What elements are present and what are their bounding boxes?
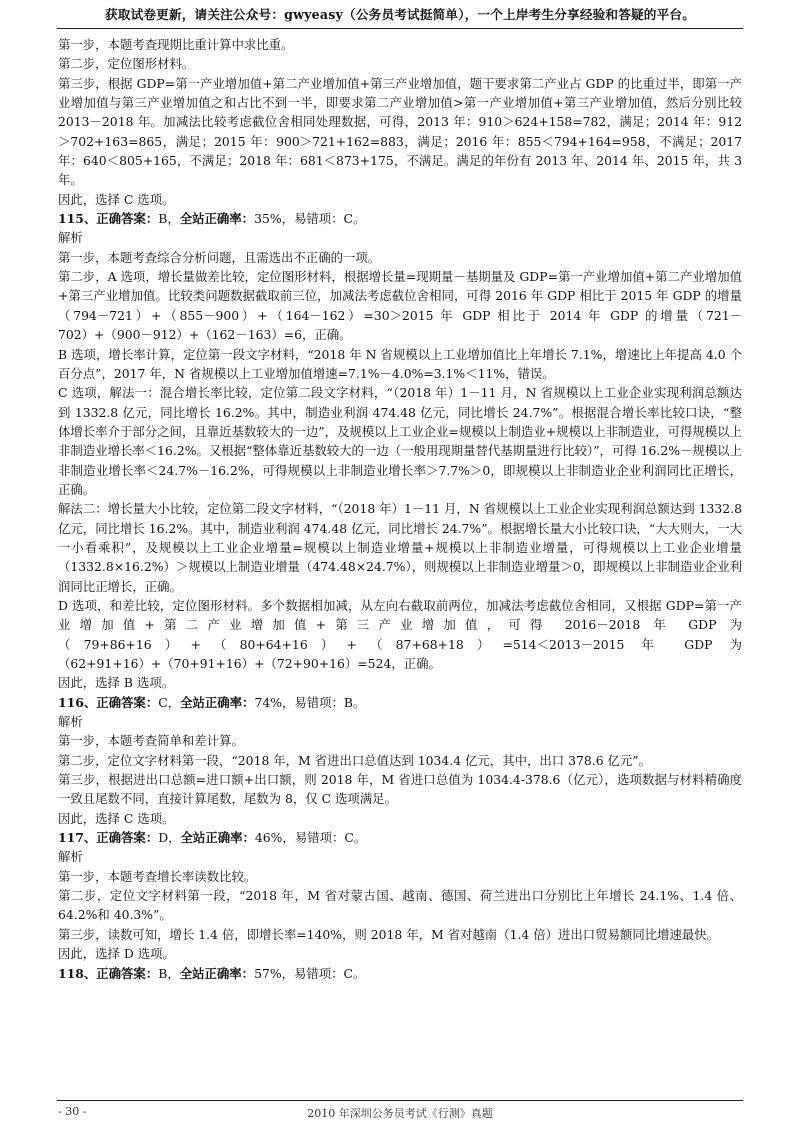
q115-answer-label: 正确答案： (96, 211, 159, 227)
q114-step2: 第二步，定位图形材料。 (58, 56, 195, 72)
q118-header (58, 964, 742, 983)
q117-rate-label: 全站正确率： (180, 830, 255, 846)
q114-step1: 第一步，本题考查现期比重计算中求比重。 (58, 37, 294, 52)
q116-number: 116、 (58, 694, 97, 710)
q114-step3: 第三步，根据 GDP=第一产业增加值+第二产业增加值+第三产业增加值，题干要求第二产业占 GDP 的比重过半，即第一产业增加值与第三产业增加值之和占比不到一半，即要求第二产业增加值>第一产业增加值+第三产业增加值，然后分别比较 2013－2018 年。加减法比较考虑截位舍相同处理数据，可得，2013 年：910＞624+158=782，满足；2014 年：912＞702+163=865，满足；2015 年：900＞721+162=883，满足；2016 年：855＜794+164=958，不满足；2017 年：640＜805+165，不满足；2018 年：681＜873+175，不满足。满足的年份有 2013 年、2014 年、2015 年，共 3 年。 (58, 75, 742, 188)
q118-number: 118、 (58, 965, 97, 981)
q117-step1: 第一步，本题考查增长率读数比较。 (58, 868, 257, 884)
q117-number: 117、 (58, 830, 97, 846)
q115-rate-label: 全站正确率： (179, 211, 255, 227)
q115-step1: 第一步，本题考查综合分析问题，且需选出不正确的一项。 (58, 249, 381, 265)
page-number: - 30 - (58, 1105, 87, 1118)
header-banner: 获取试卷更新，请关注公众号：gwyeasy（公务员考试挺简单），一个上岸考生分享经验和答疑的平台。 (105, 7, 695, 22)
q117-answer-label: 正确答案： (96, 830, 159, 846)
page-body (58, 35, 742, 983)
q116-step3: 第三步，根据进出口总额=进口额+出口额，则 2018 年，M 省进口总值为 1034.4-378.6（亿元），选项数据与材料精确度一致且尾数不同，直接计算尾数，尾数为 8，仅 C 选项满足。 (58, 772, 742, 807)
footer-rule (57, 1100, 743, 1101)
q115-analysis-label: 解析 (58, 230, 83, 246)
q116-rate-label: 全站正确率： (180, 694, 255, 710)
q117-answer: D， (158, 830, 181, 846)
q116-analysis-label: 解析 (58, 714, 83, 730)
q116-rate: 74%，易错项：B。 (254, 694, 366, 710)
q116-answer-label: 正确答案： (96, 694, 159, 710)
q117-analysis-label: 解析 (58, 849, 83, 865)
q114-conclusion: 因此，选择 C 选项。 (58, 191, 175, 207)
q116-conclusion: 因此，选择 C 选项。 (58, 810, 175, 826)
q118-rate: 57%，易错项：C。 (254, 965, 366, 981)
q115-rate: 35%，易错项：C。 (254, 211, 366, 227)
q115-step2: 第二步，A 选项，增长量做差比较，定位图形材料，根据增长量=现期量－基期量及 GDP=第一产业增加值+第二产业增加值+第三产业增加值。比较类问题数据截取前三位，加减法考虑截位舍相同，可得 2016 年 GDP 相比于 2015 年 GDP 的增量（794－721）+（855－900）+（164－162）=30＞2015 年 GDP 相比于 2014 年 GDP 的增量（721－702）+（900－912）+（162－163）=6，正确。 (58, 269, 742, 343)
q115-answer: B， (158, 211, 180, 227)
q117-step2: 第二步，定位文字材料第一段，“2018 年，M 省对蒙古国、越南、德国、荷兰进出口分别比上年增长 24.1%、1.4 倍、64.2%和 40.3%”。 (58, 888, 742, 923)
q116-step2: 第二步，定位文字材料第一段，“2018 年，M 省进出口总值达到 1034.4 亿元，其中，出口 378.6 亿元”。 (58, 752, 652, 768)
q115-option-d: D 选项，和差比较，定位图形材料。多个数据相加减，从左向右截取前两位，加减法考虑截位舍相同，又根据 GDP=第一产业增加值+第二产业增加值+第三产业增加值，可得 2016－2018 年 GDP 为（79+86+16）+（80+64+16）+（87+68+18）=514＜2013－2015 年 GDP 为（62+91+16）+（70+91+16）+（72+90+16）=524，正确。 (58, 597, 742, 671)
q116-header (58, 693, 742, 712)
q116-answer: C， (158, 694, 181, 710)
q115-option-c: C 选项，解法一：混合增长率比较，定位第二段文字材料，“（2018 年）1－11 月，N 省规模以上工业企业实现利润总额达到 1332.8 亿元，同比增长 16.2%。其中，制造业利润 474.48 亿元，同比增长 24.7%”。根据混合增长率比较口诀，“整体增长率介于部分之间，且靠近基数较大的一边”，及规模以上工业企业=规模以上制造业+规模以上非制造业，可得规模以上非制造业增长率＜16.2%。又根据“整体靠近基数较大的一边（一般用现期量替代基期量进行比较）”，可得 16.2%－规模以上非制造业增长率＜24.7%－16.2%，可得规模以上非制造业增长率＞7.7%＞0，即规模以上非制造业企业利润同比正增长，正确。 (58, 385, 742, 497)
q118-rate-label: 全站正确率： (179, 965, 255, 981)
q117-rate: 46%，易错项：C。 (254, 830, 367, 846)
q115-conclusion: 因此，选择 B 选项。 (58, 675, 175, 691)
q118-answer-label: 正确答案： (96, 965, 159, 981)
q117-step3: 第三步，读数可知，增长 1.4 倍，即增长率=140%，则 2018 年，M 省对越南（1.4 倍）进出口贸易额同比增速最快。 (58, 926, 720, 942)
q117-conclusion: 因此，选择 D 选项。 (58, 946, 175, 962)
q115-header (58, 209, 742, 228)
header-rule (57, 28, 743, 29)
q116-step1: 第一步，本题考查简单和差计算。 (58, 733, 244, 749)
footer-title: 2010 年深圳公务员考试《行测》真题 (307, 1107, 493, 1120)
q115-option-b: B 选项，增长率计算，定位第一段文字材料，“2018 年 N 省规模以上工业增加值比上年增长 7.1%，增速比上年提高 4.0 个百分点”，2017 年，N 省规模以上工业增加值增速=7.1%－4.0%=3.1%＜11%，错误。 (58, 346, 742, 381)
q117-header (58, 828, 742, 847)
q115-number: 115、 (58, 211, 97, 227)
q115-option-c-method2: 解法二：增长量大小比较，定位第二段文字材料，“（2018 年）1－11 月，N 省规模以上工业企业实现利润总额达到 1332.8 亿元，同比增长 16.2%。其中，制造业利润 474.48 亿元，同比增长 24.7%”。根据增长量大小比较口诀，“大大则大，一大一小看乘积”，及规模以上工业企业增量=规模以上制造业增量+规模以上非制造业增量，可得规模以上工业企业增量（1332.8×16.2%）＞规模以上制造业增量（474.48×24.7%），则规模以上非制造业增量＞0，即规模以上非制造业企业利润同比正增长，正确。 (58, 501, 742, 594)
q118-answer: B， (158, 965, 180, 981)
